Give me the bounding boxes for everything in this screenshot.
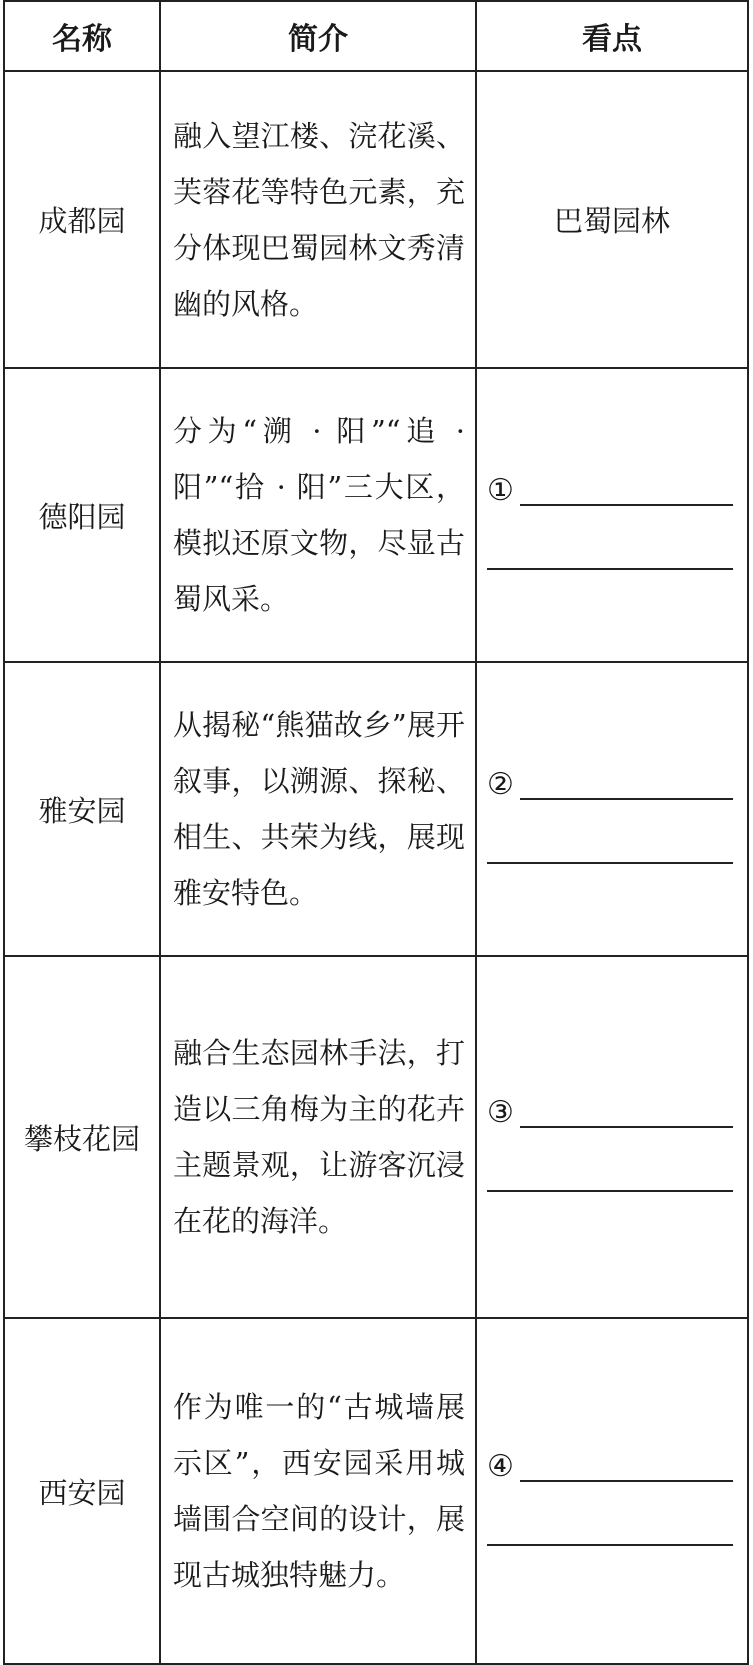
answer-blank-line[interactable] xyxy=(520,1450,733,1482)
table-row xyxy=(4,662,748,956)
garden-table xyxy=(3,0,749,1665)
garden-see: 巴蜀园林 xyxy=(476,71,748,368)
garden-name: 雅安园 xyxy=(4,662,160,956)
answer-cell xyxy=(476,1318,748,1664)
answer-cell xyxy=(476,368,748,662)
answer-blank-line[interactable] xyxy=(520,474,733,506)
answer-cell xyxy=(476,956,748,1318)
answer-blank-line[interactable] xyxy=(487,1482,733,1546)
answer-marker: ② xyxy=(487,767,514,802)
garden-desc: 分为“溯 · 阳”“追 · 阳”“拾 · 阳”三大区，模拟还原文物，尽显古蜀风采。 xyxy=(160,368,476,662)
garden-name: 成都园 xyxy=(4,71,160,368)
garden-name: 德阳园 xyxy=(4,368,160,662)
garden-desc: 融合生态园林手法，打造以三角梅为主的花卉主题景观，让游客沉浸在花的海洋。 xyxy=(160,956,476,1318)
answer-blank-line[interactable] xyxy=(520,768,733,800)
header-row xyxy=(4,1,748,71)
answer-blank-line[interactable] xyxy=(520,1096,733,1128)
garden-name: 攀枝花园 xyxy=(4,956,160,1318)
garden-desc: 融入望江楼、浣花溪、芙蓉花等特色元素，充分体现巴蜀园林文秀清幽的风格。 xyxy=(160,71,476,368)
header-see: 看点 xyxy=(476,1,748,71)
answer-marker: ③ xyxy=(487,1095,514,1130)
garden-name: 西安园 xyxy=(4,1318,160,1664)
answer-blank-line[interactable] xyxy=(487,800,733,864)
header-name: 名称 xyxy=(4,1,160,71)
answer-marker: ④ xyxy=(487,1449,514,1484)
header-desc: 简介 xyxy=(160,1,476,71)
answer-blank-line[interactable] xyxy=(487,1128,733,1192)
table-row xyxy=(4,1318,748,1664)
answer-marker: ① xyxy=(487,473,514,508)
table-row xyxy=(4,368,748,662)
answer-blank-line[interactable] xyxy=(487,506,733,570)
garden-desc: 作为唯一的“古城墙展示区”，西安园采用城墙围合空间的设计，展现古城独特魅力。 xyxy=(160,1318,476,1664)
table-row xyxy=(4,956,748,1318)
garden-desc: 从揭秘“熊猫故乡”展开叙事，以溯源、探秘、相生、共荣为线，展现雅安特色。 xyxy=(160,662,476,956)
table-row xyxy=(4,71,748,368)
answer-cell xyxy=(476,662,748,956)
